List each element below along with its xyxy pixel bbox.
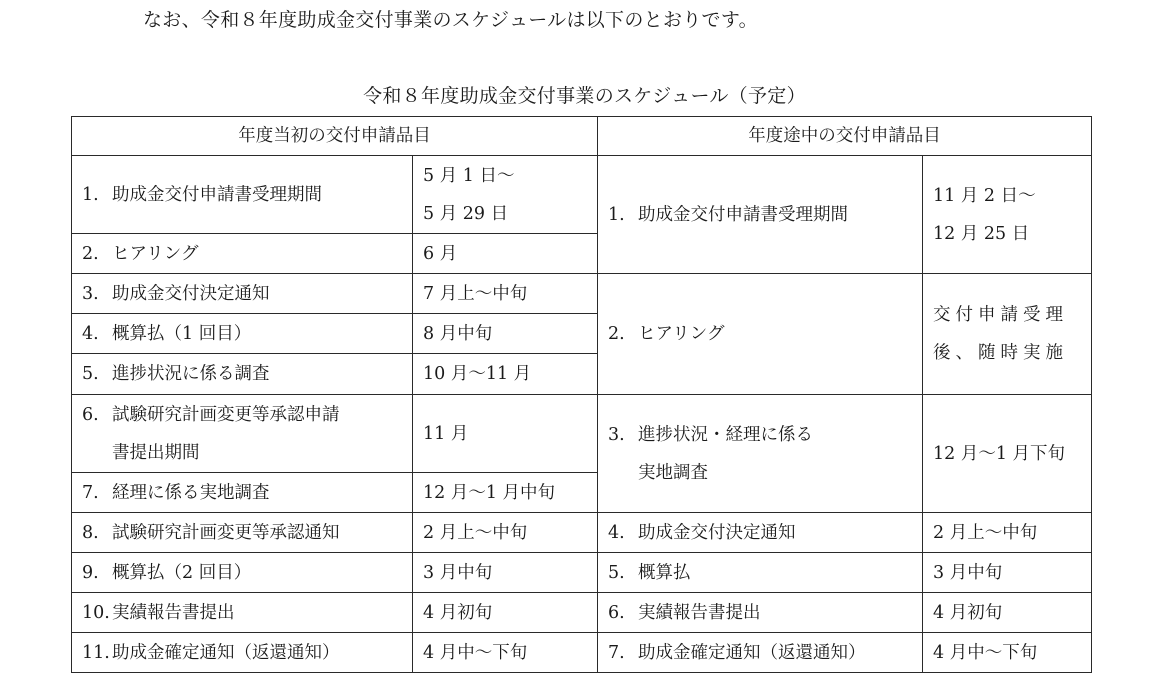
table-title: 令和８年度助成金交付事業のスケジュール（予定） [363, 85, 806, 107]
item-number: 2. [608, 324, 625, 344]
left-item-1 [72, 156, 413, 234]
item-number: 6. [608, 602, 625, 623]
period-text: 交付申請受理 後、随時実施 [933, 305, 1068, 363]
right-period-1 [923, 156, 1092, 274]
item-text: ヒアリング [638, 324, 725, 344]
intro-text: なお、令和８年度助成金交付事業のスケジュールは以下のとおりです。 [143, 9, 758, 31]
table-row [72, 633, 1092, 673]
item-number: 4. [608, 522, 625, 543]
period-text: 7 月上～中旬 [423, 283, 528, 304]
left-item-2 [72, 234, 413, 274]
item-text: 助成金交付決定通知 [638, 522, 796, 543]
item-text: 助成金確定通知（返還通知） [112, 642, 340, 663]
left-period-5 [413, 354, 598, 395]
left-item-10 [72, 593, 413, 633]
period-text: 3 月中旬 [423, 562, 493, 583]
right-item-2 [598, 274, 923, 395]
item-text: 概算払（1 回目） [112, 323, 252, 344]
left-period-6 [413, 395, 598, 473]
left-item-11 [72, 633, 413, 673]
right-item-6 [598, 593, 923, 633]
left-period-10 [413, 593, 598, 633]
right-period-4 [923, 513, 1092, 553]
period-text: 12 月～1 月下旬 [933, 443, 1066, 464]
table-row [72, 593, 1092, 633]
right-period-6 [923, 593, 1092, 633]
item-number: 5. [82, 364, 99, 384]
left-period-1 [413, 156, 598, 234]
item-text: 助成金交付申請書受理期間 [112, 184, 322, 205]
period-text: 8 月中旬 [423, 323, 493, 344]
right-item-7 [598, 633, 923, 673]
item-number: 11. [82, 642, 110, 663]
item-text: 助成金交付決定通知 [112, 283, 270, 304]
table-row [72, 274, 1092, 314]
left-period-3 [413, 274, 598, 314]
period-text: 4 月中～下旬 [933, 642, 1038, 663]
right-item-4 [598, 513, 923, 553]
item-number: 6. [82, 404, 99, 425]
item-number: 4. [82, 323, 99, 344]
left-period-8 [413, 513, 598, 553]
period-text: 12 月～1 月中旬 [423, 482, 556, 503]
left-item-3 [72, 274, 413, 314]
right-item-1 [598, 156, 923, 274]
item-number: 7. [82, 482, 99, 503]
right-item-5 [598, 553, 923, 593]
left-item-6 [72, 395, 413, 473]
table-row [72, 395, 1092, 473]
table-row [72, 513, 1092, 553]
item-text: ヒアリング [112, 243, 199, 264]
right-item-3 [598, 395, 923, 513]
item-text: 進捗状況・経理に係る 実地調査 [638, 424, 813, 483]
item-text: 実績報告書提出 [112, 602, 235, 623]
item-text: 進捗状況に係る調査 [112, 364, 270, 384]
left-item-7 [72, 473, 413, 513]
right-period-7 [923, 633, 1092, 673]
item-number: 3. [82, 283, 99, 304]
table-row [72, 156, 1092, 234]
period-text: 11 月 [423, 423, 469, 444]
item-number: 1. [608, 204, 625, 225]
item-text: 概算払（2 回目） [112, 562, 252, 583]
item-number: 8. [82, 522, 99, 543]
left-period-7 [413, 473, 598, 513]
period-text: 4 月初旬 [933, 602, 1003, 623]
item-text: 概算払 [638, 562, 691, 583]
right-header: 年度途中の交付申請品目 [598, 117, 1092, 156]
period-text: 4 月中～下旬 [423, 642, 528, 663]
item-number: 10. [82, 602, 110, 623]
right-period-2 [923, 274, 1092, 395]
period-text: 4 月初旬 [423, 602, 493, 623]
period-text: 5 月 1 日～ 5 月 29 日 [423, 165, 515, 224]
period-text: 11 月 2 日～ 12 月 25 日 [933, 185, 1036, 244]
item-number: 1. [82, 184, 99, 205]
item-number: 9. [82, 562, 99, 583]
period-text: 6 月 [423, 243, 458, 264]
left-period-9 [413, 553, 598, 593]
item-text: 助成金確定通知（返還通知） [638, 642, 866, 663]
item-text: 試験研究計画変更等承認通知 [112, 522, 340, 543]
schedule-table [71, 116, 1092, 673]
item-number: 2. [82, 243, 99, 264]
period-text: 3 月中旬 [933, 562, 1003, 583]
table-header-row [72, 117, 1092, 156]
item-text: 試験研究計画変更等承認申請 書提出期間 [112, 404, 340, 463]
left-item-4 [72, 314, 413, 354]
left-item-9 [72, 553, 413, 593]
item-number: 3. [608, 424, 625, 445]
period-text: 2 月上～中旬 [423, 522, 528, 543]
item-text: 助成金交付申請書受理期間 [638, 204, 848, 225]
left-period-2 [413, 234, 598, 274]
left-period-4 [413, 314, 598, 354]
item-number: 7. [608, 642, 625, 663]
table-row [72, 553, 1092, 593]
item-text: 実績報告書提出 [638, 602, 761, 623]
item-text: 経理に係る実地調査 [112, 482, 270, 503]
right-period-5 [923, 553, 1092, 593]
left-period-11 [413, 633, 598, 673]
period-text: 10 月～11 月 [423, 364, 532, 384]
left-header: 年度当初の交付申請品目 [72, 117, 598, 156]
right-period-3 [923, 395, 1092, 513]
left-item-8 [72, 513, 413, 553]
left-item-5 [72, 354, 413, 395]
period-text: 2 月上～中旬 [933, 522, 1038, 543]
item-number: 5. [608, 562, 625, 583]
